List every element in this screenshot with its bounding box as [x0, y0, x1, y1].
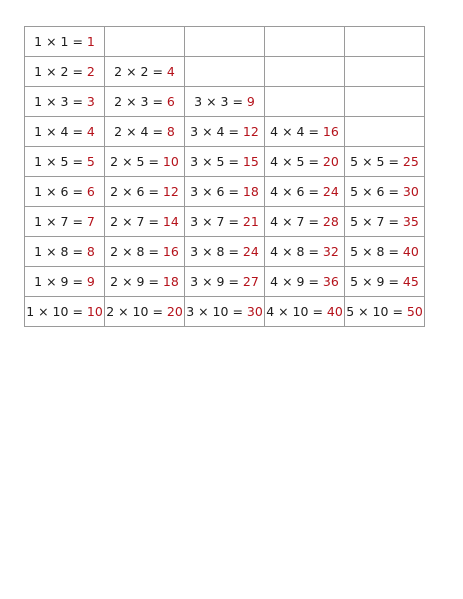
fact-expression: 3 × 10 =	[186, 304, 243, 319]
fact-answer: 27	[242, 274, 259, 289]
fact-answer: 5	[86, 154, 95, 169]
fact-expression: 5 × 7 =	[350, 214, 399, 229]
fact-answer: 32	[322, 244, 339, 259]
fact-cell	[25, 297, 105, 327]
fact-answer: 2	[86, 64, 95, 79]
fact-expression: 2 × 8 =	[110, 244, 159, 259]
fact-expression: 2 × 5 =	[110, 154, 159, 169]
fact-expression: 3 × 4 =	[190, 124, 239, 139]
fact-expression: 3 × 5 =	[190, 154, 239, 169]
fact-answer: 50	[406, 304, 423, 319]
fact-cell	[25, 87, 105, 117]
table-row	[25, 177, 425, 207]
fact-expression: 2 × 7 =	[110, 214, 159, 229]
fact-cell	[265, 117, 345, 147]
fact-answer: 40	[402, 244, 419, 259]
fact-expression: 1 × 2 =	[34, 64, 83, 79]
fact-expression: 4 × 6 =	[270, 184, 319, 199]
fact-answer: 20	[322, 154, 339, 169]
fact-answer: 45	[402, 274, 419, 289]
empty-cell	[265, 57, 345, 87]
empty-cell	[345, 57, 425, 87]
fact-answer: 16	[322, 124, 339, 139]
fact-answer: 8	[166, 124, 175, 139]
fact-cell	[25, 267, 105, 297]
fact-answer: 3	[86, 94, 95, 109]
fact-answer: 30	[402, 184, 419, 199]
fact-expression: 1 × 6 =	[34, 184, 83, 199]
fact-cell	[185, 87, 265, 117]
fact-expression: 4 × 4 =	[270, 124, 319, 139]
table-row	[25, 207, 425, 237]
table-row	[25, 27, 425, 57]
fact-answer: 36	[322, 274, 339, 289]
table-row	[25, 297, 425, 327]
fact-expression: 3 × 9 =	[190, 274, 239, 289]
empty-cell	[265, 27, 345, 57]
fact-expression: 3 × 7 =	[190, 214, 239, 229]
fact-expression: 1 × 3 =	[34, 94, 83, 109]
fact-cell	[105, 117, 185, 147]
fact-answer: 15	[242, 154, 259, 169]
fact-answer: 16	[162, 244, 179, 259]
fact-expression: 4 × 10 =	[266, 304, 323, 319]
fact-answer: 12	[242, 124, 259, 139]
fact-expression: 4 × 7 =	[270, 214, 319, 229]
table-row	[25, 147, 425, 177]
fact-answer: 1	[86, 34, 95, 49]
fact-cell	[345, 237, 425, 267]
fact-cell	[185, 267, 265, 297]
fact-cell	[185, 177, 265, 207]
fact-cell	[345, 297, 425, 327]
fact-expression: 5 × 9 =	[350, 274, 399, 289]
fact-cell	[25, 207, 105, 237]
fact-cell	[105, 297, 185, 327]
fact-expression: 1 × 1 =	[34, 34, 83, 49]
fact-answer: 6	[86, 184, 95, 199]
fact-expression: 2 × 9 =	[110, 274, 159, 289]
multiplication-table-body	[25, 27, 425, 327]
empty-cell	[345, 27, 425, 57]
fact-expression: 4 × 5 =	[270, 154, 319, 169]
fact-expression: 1 × 8 =	[34, 244, 83, 259]
fact-expression: 4 × 9 =	[270, 274, 319, 289]
fact-expression: 4 × 8 =	[270, 244, 319, 259]
fact-cell	[105, 177, 185, 207]
fact-expression: 1 × 5 =	[34, 154, 83, 169]
fact-cell	[265, 267, 345, 297]
fact-answer: 30	[246, 304, 263, 319]
empty-cell	[345, 87, 425, 117]
fact-cell	[185, 297, 265, 327]
fact-answer: 18	[162, 274, 179, 289]
table-row	[25, 267, 425, 297]
table-row	[25, 117, 425, 147]
fact-answer: 14	[162, 214, 179, 229]
table-row	[25, 87, 425, 117]
fact-answer: 25	[402, 154, 419, 169]
fact-answer: 9	[246, 94, 255, 109]
fact-cell	[185, 237, 265, 267]
empty-cell	[105, 27, 185, 57]
fact-expression: 5 × 6 =	[350, 184, 399, 199]
fact-expression: 3 × 3 =	[194, 94, 243, 109]
fact-answer: 21	[242, 214, 259, 229]
empty-cell	[185, 57, 265, 87]
fact-cell	[105, 57, 185, 87]
fact-answer: 9	[86, 274, 95, 289]
fact-answer: 24	[242, 244, 259, 259]
fact-expression: 1 × 9 =	[34, 274, 83, 289]
fact-cell	[25, 27, 105, 57]
fact-expression: 2 × 2 =	[114, 64, 163, 79]
fact-answer: 4	[86, 124, 95, 139]
fact-cell	[265, 297, 345, 327]
fact-answer: 6	[166, 94, 175, 109]
fact-cell	[25, 237, 105, 267]
fact-answer: 24	[322, 184, 339, 199]
fact-expression: 2 × 4 =	[114, 124, 163, 139]
multiplication-sheet	[24, 26, 425, 327]
fact-cell	[105, 207, 185, 237]
empty-cell	[265, 87, 345, 117]
fact-answer: 12	[162, 184, 179, 199]
fact-expression: 2 × 6 =	[110, 184, 159, 199]
fact-cell	[345, 207, 425, 237]
fact-answer: 10	[86, 304, 103, 319]
fact-cell	[185, 207, 265, 237]
empty-cell	[345, 117, 425, 147]
fact-expression: 5 × 8 =	[350, 244, 399, 259]
multiplication-table	[24, 26, 425, 327]
table-row	[25, 237, 425, 267]
fact-cell	[345, 147, 425, 177]
fact-answer: 35	[402, 214, 419, 229]
fact-answer: 7	[86, 214, 95, 229]
fact-cell	[105, 147, 185, 177]
fact-answer: 20	[166, 304, 183, 319]
fact-cell	[265, 237, 345, 267]
fact-answer: 10	[162, 154, 179, 169]
fact-expression: 2 × 3 =	[114, 94, 163, 109]
fact-cell	[105, 267, 185, 297]
fact-answer: 4	[166, 64, 175, 79]
fact-expression: 1 × 10 =	[26, 304, 83, 319]
fact-expression: 5 × 10 =	[346, 304, 403, 319]
empty-cell	[185, 27, 265, 57]
fact-expression: 5 × 5 =	[350, 154, 399, 169]
fact-cell	[105, 87, 185, 117]
fact-cell	[25, 147, 105, 177]
fact-cell	[185, 147, 265, 177]
fact-cell	[25, 117, 105, 147]
fact-expression: 1 × 7 =	[34, 214, 83, 229]
fact-cell	[25, 177, 105, 207]
fact-answer: 18	[242, 184, 259, 199]
fact-answer: 40	[326, 304, 343, 319]
fact-cell	[345, 177, 425, 207]
fact-cell	[265, 147, 345, 177]
fact-expression: 1 × 4 =	[34, 124, 83, 139]
table-row	[25, 57, 425, 87]
fact-answer: 28	[322, 214, 339, 229]
fact-answer: 8	[86, 244, 95, 259]
fact-cell	[265, 207, 345, 237]
fact-cell	[185, 117, 265, 147]
fact-cell	[345, 267, 425, 297]
fact-cell	[265, 177, 345, 207]
fact-cell	[105, 237, 185, 267]
fact-cell	[25, 57, 105, 87]
fact-expression: 3 × 8 =	[190, 244, 239, 259]
fact-expression: 2 × 10 =	[106, 304, 163, 319]
fact-expression: 3 × 6 =	[190, 184, 239, 199]
